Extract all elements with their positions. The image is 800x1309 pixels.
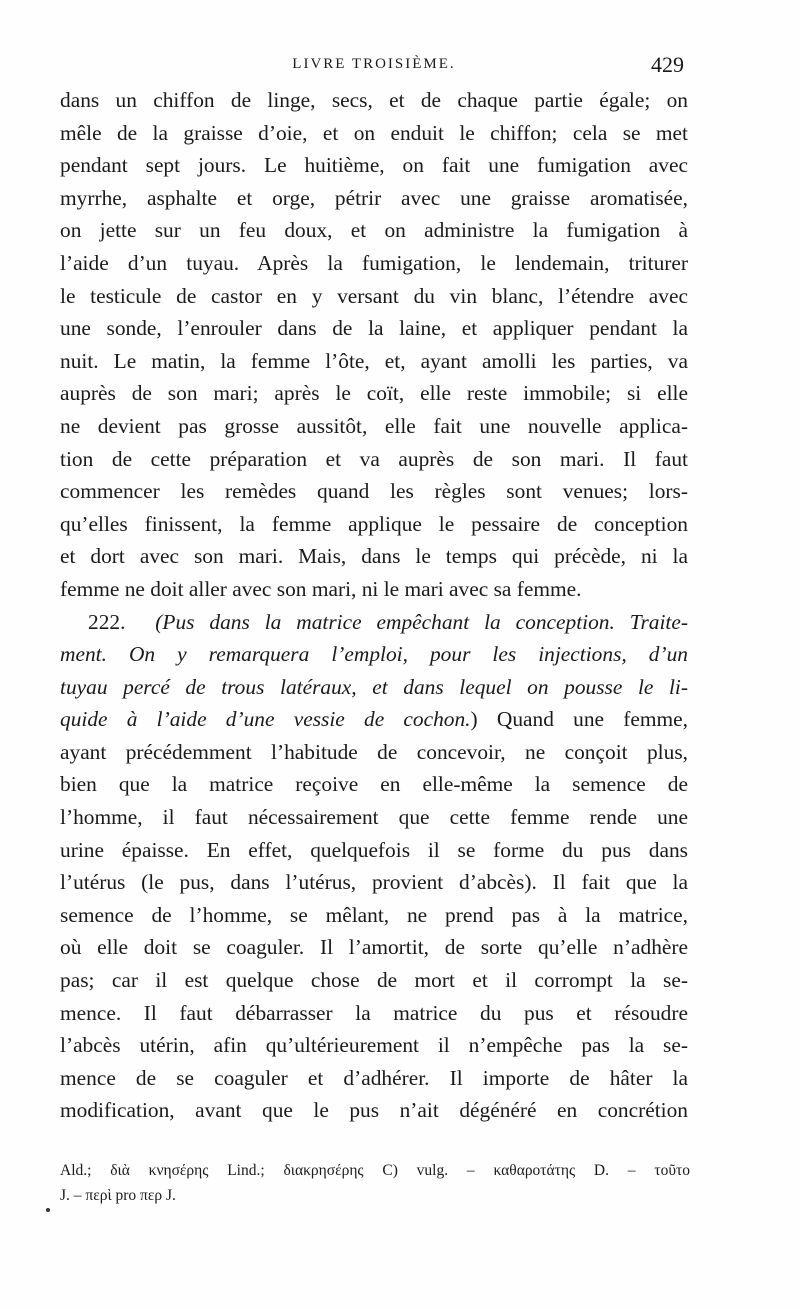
text-line: le testicule de castor en y versant du vin blanc, l’étendre avec [60,283,688,308]
text-line: pendant sept jours. Le huitième, on fait une fumigation avec [60,153,688,178]
text-line: ne devient pas grosse aussitôt, elle fait une nouvelle applica- [60,413,688,438]
text-line: mence de se coaguler et d’adhérer. Il importe de hâter la [60,1065,688,1090]
section-summary-end: quide à l’aide d’une vessie de cochon. [60,707,471,732]
text-line: l’homme, il faut nécessairement que cette femme rende une [60,805,688,830]
section-summary: (Pus dans la matrice empêchant la conception. Traite- [155,609,688,634]
text-line: auprès de son mari; après le coït, elle reste immobile; si elle [60,381,688,406]
section-heading-line [60,606,688,639]
text-line: on jette sur un feu doux, et on administre la fumigation à [60,218,688,243]
text-line: l’utérus (le pus, dans l’utérus, provient d’abcès). Il fait que la [60,870,688,895]
text-line: modification, avant que le pus n’ait dégénéré en concrétion [60,1098,688,1123]
text-line: commencer les remèdes quand les règles sont venues; lors- [60,479,688,504]
running-header [60,52,688,80]
text-line: et dort avec son mari. Mais, dans le temps qui précède, ni la [60,544,688,569]
text-line: l’aide d’un tuyau. Après la fumigation, le lendemain, triturer [60,250,688,275]
text-line: ayant précédemment l’habitude de concevoir, ne conçoit plus, [60,739,688,764]
text-line: où elle doit se coaguler. Il l’amortit, de sorte qu’elle n’adhère [60,935,688,960]
page-number: 429 [651,52,684,77]
footnote-line: Ald.; διὰ κνησέρης Lind.; διακρησέρης C) vulg. – καθαροτάτης D. – τοῦτο [60,1162,690,1179]
section-summary-line: tuyau percé de trous latéraux, et dans lequel on pousse le li- [60,674,688,699]
text-line: semence de l’homme, se mêlant, ne prend pas à la matrice, [60,902,688,927]
text-line: mêle de la graisse d’oie, et on enduit le chiffon; cela se met [60,120,688,145]
text-line: dans un chiffon de linge, secs, et de chaque partie égale; on [60,88,688,112]
footnotes [60,1158,690,1208]
text-line: femme ne doit aller avec son mari, ni le mari avec sa femme. [60,576,582,601]
text-line: qu’elles finissent, la femme applique le pessaire de conception [60,511,688,536]
text-line: nuit. Le matin, la femme l’ôte, et, ayant amolli les parties, va [60,348,688,373]
text-line: myrrhe, asphalte et orge, pétrir avec une graisse aromatisée, [60,185,688,210]
text-line: mence. Il faut débarrasser la matrice du pus et résoudre [60,1000,688,1025]
footnote-line: J. – περὶ pro περ J. [60,1187,176,1204]
text-line: bien que la matrice reçoive en elle-même la semence de [60,772,688,797]
text-line: l’abcès utérin, afin qu’ultérieurement il n’empêche pas la se- [60,1033,688,1058]
text-line: une sonde, l’enrouler dans de la laine, et appliquer pendant la [60,316,688,341]
ink-speck [46,1208,50,1212]
section-summary-line: ment. On y remarquera l’emploi, pour les injections, d’un [60,642,688,667]
body-text [60,84,688,1127]
section-text-start: ) Quand une femme, [470,707,688,732]
section-number: 222. [88,609,126,634]
section-summary-end-line [60,703,688,736]
text-line: pas; car il est quelque chose de mort et il corrompt la se- [60,968,688,993]
text-line: urine épaisse. En effet, quelquefois il se forme du pus dans [60,837,688,862]
running-title: LIVRE TROISIÈME. [292,56,456,72]
text-line: tion de cette préparation et va auprès de son mari. Il faut [60,446,688,471]
